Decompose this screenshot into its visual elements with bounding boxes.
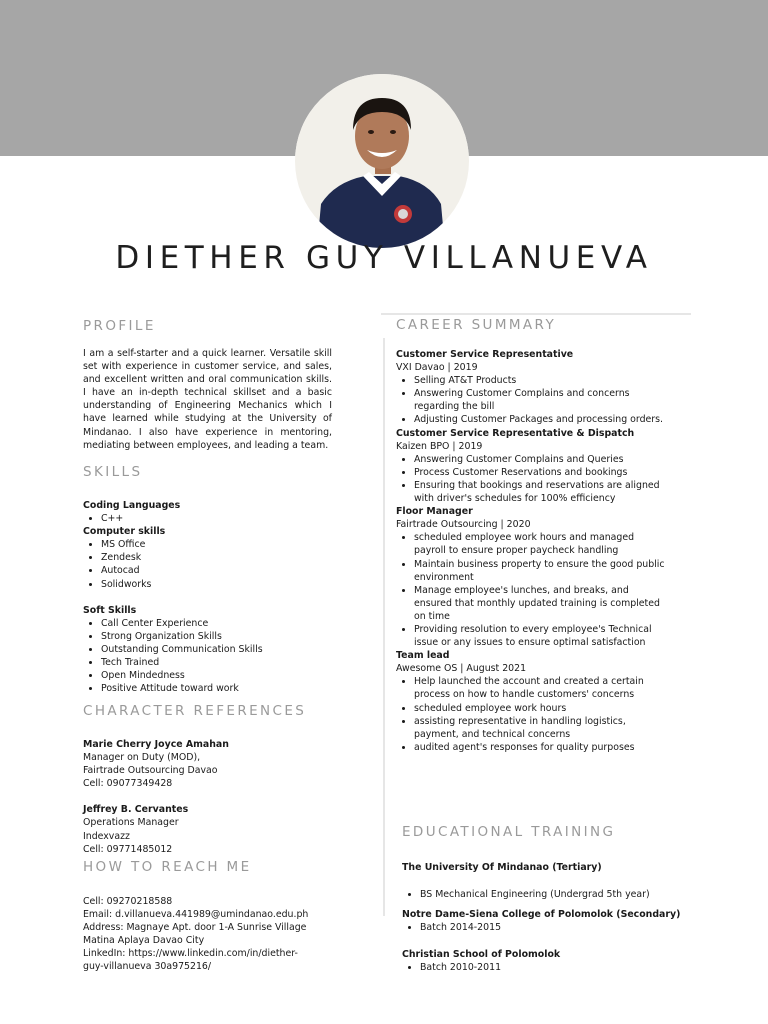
job-duty: • Adjusting Customer Packages and processing orders. bbox=[414, 413, 668, 426]
contact-cell: Cell: 09270218588 bbox=[83, 896, 173, 907]
skill-item: • MS Office bbox=[101, 538, 343, 551]
skill-item: • C++ bbox=[101, 512, 343, 525]
job-duty: • Answering Customer Complains and concerns regarding the bill bbox=[414, 387, 668, 413]
job-duty: • Maintain business property to ensure the good public environment bbox=[414, 558, 668, 584]
skill-item: • Outstanding Communication Skills bbox=[101, 643, 343, 656]
contact-address-city: Matina Aplaya Davao City bbox=[83, 935, 205, 947]
contact-linkedin: LinkedIn: https://www.linkedin.com/in/diether- bbox=[83, 948, 298, 960]
profile-heading: PROFILE bbox=[83, 318, 156, 334]
reference-name: Jeffrey B. Cervantes bbox=[83, 804, 189, 816]
contact-section bbox=[83, 895, 353, 974]
skill-item: • Zendesk bbox=[101, 551, 343, 564]
skills-section bbox=[83, 499, 343, 695]
education-heading: EDUCATIONAL TRAINING bbox=[402, 824, 616, 840]
job-title: Customer Service Representative & Dispatch bbox=[396, 427, 635, 439]
school-name: Notre Dame-Siena College of Polomolok (Secondary) bbox=[402, 909, 681, 921]
job-company: Kaizen BPO | 2019 bbox=[396, 440, 483, 452]
job-duty: • scheduled employee work hours bbox=[414, 702, 668, 715]
school-detail: • Batch 2014-2015 bbox=[420, 921, 687, 934]
reference-name: Marie Cherry Joyce Amahan bbox=[83, 739, 229, 750]
reference-cell: Cell: 09077349428 bbox=[83, 778, 173, 790]
computer-skills-title: Computer skills bbox=[83, 526, 166, 538]
job-duty: • Help launched the account and created a certain process on how to handle customers' concerns bbox=[414, 675, 668, 701]
contact-email: Email: d.villanueva.441989@umindanao.edu.ph bbox=[83, 909, 309, 921]
reference-cell: Cell: 09771485012 bbox=[83, 843, 173, 855]
skill-item: • Tech Trained bbox=[101, 656, 343, 669]
job-duty: • audited agent's responses for quality purposes bbox=[414, 741, 668, 754]
job-duty: • Ensuring that bookings and reservations are aligned with driver's schedules for 100% efficiency bbox=[414, 479, 668, 505]
coding-languages-title: Coding Languages bbox=[83, 500, 181, 511]
school-name: Christian School of Polomolok bbox=[402, 949, 561, 961]
contact-heading: HOW TO REACH ME bbox=[83, 859, 252, 875]
career-section bbox=[396, 348, 668, 754]
divider-vertical bbox=[383, 338, 385, 916]
skill-item: • Solidworks bbox=[101, 578, 343, 591]
school-detail: • Batch 2010-2011 bbox=[420, 961, 687, 974]
reference-company: Fairtrade Outsourcing Davao bbox=[83, 765, 218, 777]
job-duty: • Selling AT&T Products bbox=[414, 374, 668, 387]
references-section bbox=[83, 738, 343, 856]
divider-horizontal bbox=[381, 313, 691, 315]
skills-heading: SKILLS bbox=[83, 464, 143, 480]
education-section bbox=[402, 861, 687, 975]
job-title: Customer Service Representative bbox=[396, 349, 574, 360]
reference-company: Indexvazz bbox=[83, 830, 130, 842]
profile-photo bbox=[295, 74, 469, 248]
school-detail: • BS Mechanical Engineering (Undergrad 5th year) bbox=[420, 888, 687, 901]
job-company: Awesome OS | August 2021 bbox=[396, 663, 527, 675]
school-name: The University Of Mindanao (Tertiary) bbox=[402, 862, 602, 873]
skill-item: • Positive Attitude toward work bbox=[101, 682, 343, 695]
career-heading: CAREER SUMMARY bbox=[396, 317, 557, 333]
job-company: Fairtrade Outsourcing | 2020 bbox=[396, 519, 531, 531]
job-title: Floor Manager bbox=[396, 506, 473, 518]
skill-item: • Strong Organization Skills bbox=[101, 630, 343, 643]
person-name: DIETHER GUY VILLANUEVA bbox=[115, 240, 653, 276]
profile-text: I am a self-starter and a quick learner. Versatile skill set with experience in customer service, and sales, and excellent written and oral communication skills. I have an in-depth technical skillset and a basic understanding of Engineering Mechanics which I have learned while studying at the University of Mindanao. I also have experience in mentoring, mediating between employees, and leading a team. bbox=[83, 348, 332, 451]
job-duty: • Manage employee's lunches, and breaks, and ensured that monthly updated training is completed on time bbox=[414, 584, 668, 623]
skill-item: • Autocad bbox=[101, 564, 343, 577]
skill-item: • Open Mindedness bbox=[101, 669, 343, 682]
reference-role: Manager on Duty (MOD), bbox=[83, 752, 201, 764]
job-duty: • Providing resolution to every employee's Technical issue or any issues to ensure optimal satisfaction bbox=[414, 623, 668, 649]
job-duty: • scheduled employee work hours and managed payroll to ensure proper paycheck handling bbox=[414, 531, 668, 557]
skill-item: • Call Center Experience bbox=[101, 617, 343, 630]
contact-address: Address: Magnaye Apt. door 1-A Sunrise Village bbox=[83, 922, 307, 934]
references-heading: CHARACTER REFERENCES bbox=[83, 703, 307, 719]
soft-skills-title: Soft Skills bbox=[83, 604, 137, 616]
job-duty: • Answering Customer Complains and Queries bbox=[414, 453, 668, 466]
job-duty: • assisting representative in handling logistics, payment, and technical concerns bbox=[414, 715, 668, 741]
job-title: Team lead bbox=[396, 650, 450, 662]
reference-role: Operations Manager bbox=[83, 817, 179, 829]
job-duty: • Process Customer Reservations and bookings bbox=[414, 466, 668, 479]
job-company: VXI Davao | 2019 bbox=[396, 362, 478, 374]
contact-linkedin-cont: guy-villanueva 30a975216/ bbox=[83, 961, 212, 973]
